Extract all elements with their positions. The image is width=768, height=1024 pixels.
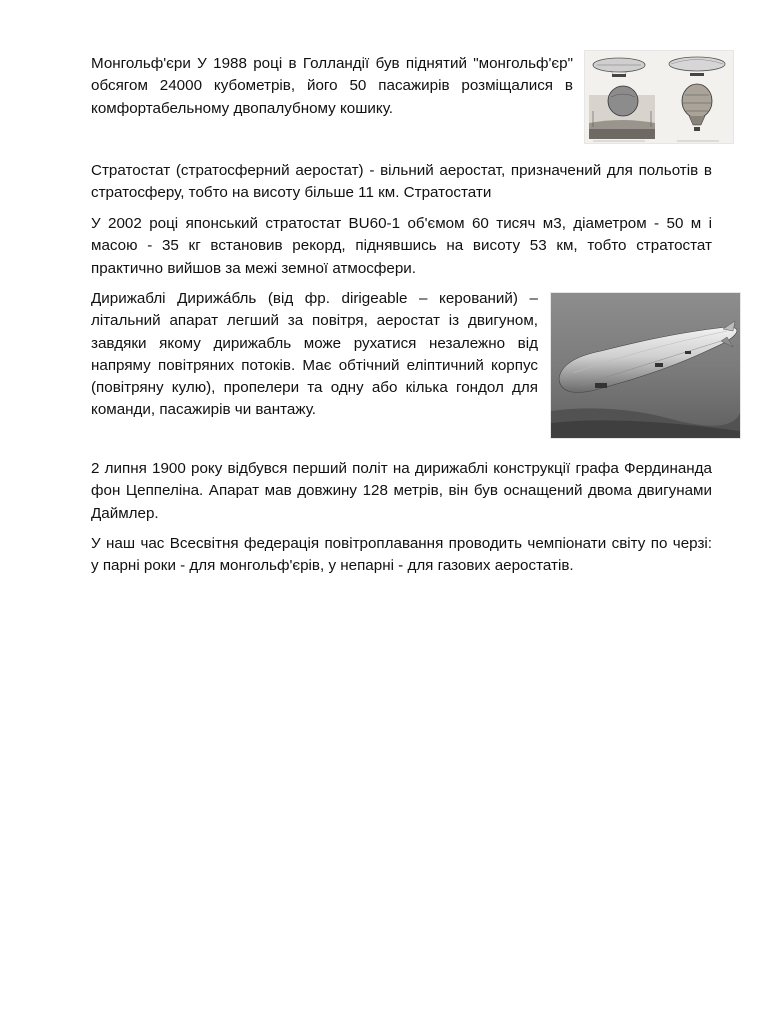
paragraph-dirigible-definition: Дирижаблі Дирижáбль (від фр. dirigeable – керований) – літальний апарат легший за повітря, аеростат із двигуном, завдяки якому дирижабль може рухатися незалежно від напряму повітряних потоків. Має обтічний еліптичний корпус (повітряну кулю), пропелери та одну або кілька гондол для команди, пасажирів чи вантажу. [91, 290, 538, 419]
paragraph-stratostat-record: У 2002 році японський стратостат BU60-1 об'ємом 60 тисяч м3, діаметром - 50 м і масою - 35 кг встановив рекорд, піднявшись на висоту 53 км, тобто стратостат практично вийшов за межі земної атмосфери. [91, 215, 712, 277]
airship-photo [550, 292, 741, 439]
paragraph-montgolfier: Монгольф'єри У 1988 році в Голландії був піднятий "монгольф'єр" обсягом 24000 кубометрів, його 50 пасажирів розміщалися в комфортабельному двопалубному кошику. [91, 55, 573, 117]
paragraph-championships: У наш час Всесвітня федерація повітроплавання проводить чемпіонати світу по черзі: у парні роки - для монгольф'єрів, у непарні - для газових аеростатів. [91, 535, 712, 575]
paragraph-zeppelin-flight: 2 липня 1900 року відбувся перший політ на дирижаблі конструкції графа Фердинанда фон Цеппеліна. Апарат мав довжину 128 метрів, він був оснащений двома двигунами Даймлер. [91, 460, 712, 522]
balloons-illustration [584, 50, 734, 144]
paragraph-stratostat-definition: Стратостат (стратосферний аеростат) - вільний аеростат, призначений для польотів в стратосферу, тобто на висоту більше 11 км. Стратостати [91, 162, 712, 202]
